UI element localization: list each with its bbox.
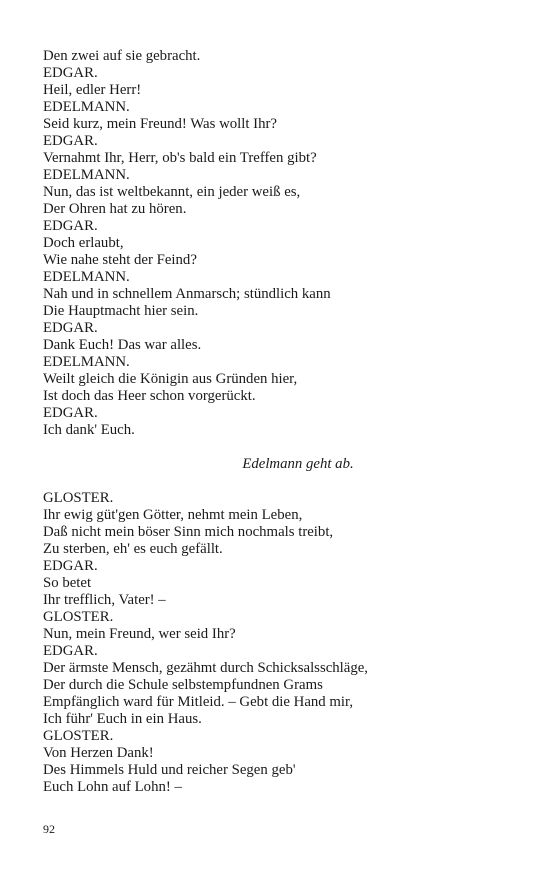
page-body — [43, 48, 513, 796]
verse-line: Von Herzen Dank! — [43, 745, 154, 761]
speaker-name: EDELMANN. — [43, 269, 130, 285]
speaker-name: EDGAR. — [43, 558, 98, 574]
speaker-name: EDGAR. — [43, 218, 98, 234]
speaker-name: GLOSTER. — [43, 609, 114, 625]
speaker-name: EDGAR. — [43, 65, 98, 81]
stage-direction: Edelmann geht ab. — [242, 456, 354, 472]
verse-line: Der ärmste Mensch, gezähmt durch Schicksalsschläge, — [43, 660, 369, 676]
speaker-name: EDGAR. — [43, 643, 98, 659]
page-number: 92 — [43, 822, 55, 836]
verse-line: Ist doch das Heer schon vorgerückt. — [43, 388, 256, 404]
verse-line: Nun, das ist weltbekannt, ein jeder weiß es, — [43, 184, 301, 200]
verse-line: Euch Lohn auf Lohn! – — [43, 779, 182, 795]
spacer — [43, 473, 513, 490]
verse-line: Ich dank' Euch. — [43, 422, 135, 438]
speaker-name: GLOSTER. — [43, 490, 114, 506]
verse-line: Empfänglich ward für Mitleid. – Gebt die Hand mir, — [43, 694, 354, 710]
speaker-name: EDELMANN. — [43, 99, 130, 115]
verse-line: Vernahmt Ihr, Herr, ob's bald ein Treffen gibt? — [43, 150, 317, 166]
dialogue-block-1 — [43, 48, 513, 439]
verse-line: Dank Euch! Das war alles. — [43, 337, 202, 353]
verse-line: Daß nicht mein böser Sinn mich nochmals treibt, — [43, 524, 334, 540]
spacer — [43, 439, 513, 456]
verse-line: Weilt gleich die Königin aus Gründen hier, — [43, 371, 298, 387]
speaker-name: EDGAR. — [43, 405, 98, 421]
verse-line: Den zwei auf sie gebracht. — [43, 48, 201, 64]
verse-line: Des Himmels Huld und reicher Segen geb' — [43, 762, 296, 778]
verse-line: Nun, mein Freund, wer seid Ihr? — [43, 626, 236, 642]
verse-line: Ihr trefflich, Vater! – — [43, 592, 166, 608]
speaker-name: EDGAR. — [43, 133, 98, 149]
verse-line: Seid kurz, mein Freund! Was wollt Ihr? — [43, 116, 278, 132]
verse-line: Der Ohren hat zu hören. — [43, 201, 187, 217]
verse-line: Ich führ' Euch in ein Haus. — [43, 711, 202, 727]
verse-line: Zu sterben, eh' es euch gefällt. — [43, 541, 223, 557]
verse-line: Doch erlaubt, — [43, 235, 124, 251]
speaker-name: EDELMANN. — [43, 167, 130, 183]
verse-line: Die Hauptmacht hier sein. — [43, 303, 199, 319]
verse-line: Der durch die Schule selbstempfundnen Grams — [43, 677, 323, 693]
verse-line: Nah und in schnellem Anmarsch; stündlich kann — [43, 286, 331, 302]
verse-line: So betet — [43, 575, 92, 591]
speaker-name: EDELMANN. — [43, 354, 130, 370]
speaker-name: GLOSTER. — [43, 728, 114, 744]
verse-line: Wie nahe steht der Feind? — [43, 252, 197, 268]
dialogue-block-2 — [43, 490, 513, 796]
verse-line: Heil, edler Herr! — [43, 82, 142, 98]
speaker-name: EDGAR. — [43, 320, 98, 336]
verse-line: Ihr ewig güt'gen Götter, nehmt mein Leben, — [43, 507, 303, 523]
